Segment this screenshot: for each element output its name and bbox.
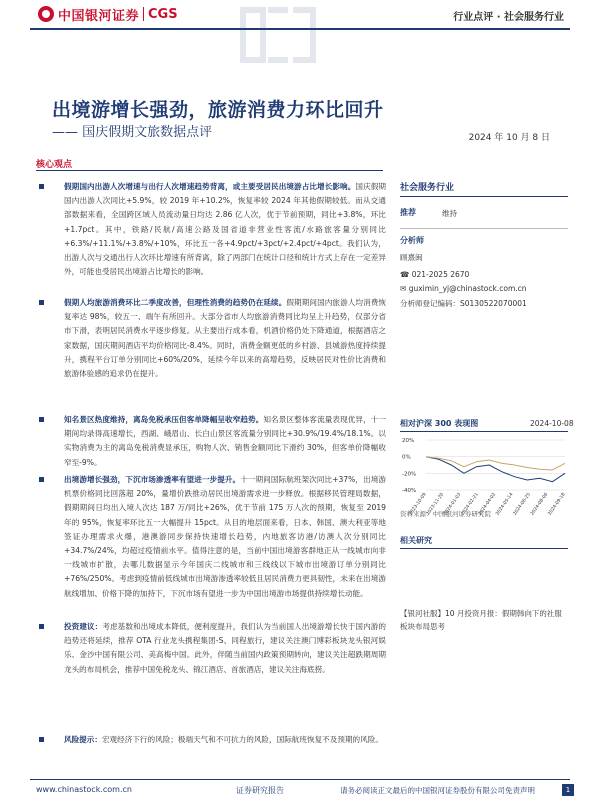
footer-url[interactable]: www.chinastock.com.cn [36, 785, 132, 794]
core-view-label: 核心观点 [36, 160, 73, 170]
relative-performance-chart [400, 434, 570, 520]
bullet-icon [39, 300, 44, 305]
paragraph-body: 假期期间国内旅游人均消费恢复率达 98%，较五一、端午有所回升。大部分省市人均旅游消费同比均呈上升趋势，仅部分省市下滑，表明居民消费水平逐步修复。从主要出行成本看，机酒价格仍处下降通道，根据酒店之家数据，国庆期间酒店平均价格同比-8.4%。同时，消费金额更低的乡村游、县城游热度持续提升，携程平台订单分别同比+60%/20%，延续今年以来的高增趋势，反映居民对性价比消费和旅游体验感的追求仍在提升。 [64, 298, 387, 379]
y-tick-label: -40% [402, 488, 417, 494]
chart-date: 2024-10-08 [530, 419, 574, 428]
chart-source: 资料来源：中国银河证券研究院 [400, 510, 491, 518]
analyst-name: 顾熹闽 [400, 253, 423, 262]
phone-icon: ☎ [400, 270, 410, 279]
paragraph-body: 十一期间国际航班架次同比+37%，出境游机票价格同比回落超 20%，量增价跌推动居民出境游需求进一步释放。根据移民管理局数据，假期期间日均出入境人次达 187 万/同比+26%，优于节前 175 万人次的预期，恢复至 2019 年的 95%，恢复率环比五一大幅提升 15pct。从目的地层面来看，日本、韩国、澳大利亚等地签证办理需求火爆，港澳游同步保持快速增长趋势，内地旅客访港/访澳人次分别同比+34.7%/24%，均超过疫情前水平。值得注意的是，当前中国出境游客群地正从一线城市向非一线城市扩散，去哪儿数据显示今年国庆二线城市和三线线以下城市出境游订单分别同比+76%/250%。考虑到疫情前低线城市出境游渗透率较低且居民消费力更具韧性，未来在出境游航线增加、价格下降的加持下，下沉市场有望进一步为中国出境游市场提供持续增长动能。 [64, 475, 386, 598]
paragraph-body: 考虑基数和出境成本降低，便利度提升，我们认为当前国人出境游增长快于国内游的趋势还将延续，推荐 OTA 行业龙头携程集团-S、同程旅行，建议关注澳门博彩板块龙头银河娱乐、金沙中国有限公司、美高梅中国。此外，伴随当前国内政策预期转向，建议关注超跌期周期龙头的布局机会，推荐中国免税龙头、锦江酒店、首旅酒店，建议关注海底捞。 [64, 622, 386, 674]
rating-label: 推荐 [400, 208, 416, 217]
paragraph-3 [40, 413, 386, 470]
email-address[interactable]: guximin_yj@chinastock.com.cn [408, 284, 527, 293]
bullet-icon [39, 184, 44, 189]
bullet-icon [39, 477, 44, 482]
bullet-icon [39, 737, 44, 742]
report-title: 出境游增长强劲，旅游消费力环比回升 [52, 99, 384, 121]
sidebar-industry: 社会服务行业 [400, 183, 455, 193]
paragraph-body: 国庆假期国内出游人次同比+5.9%，较 2019 年+10.2%，恢复率较 2024 年其他假期较低。而从交通部数据来看，全国跨区域人员流动量日均达 2.86 亿人次，优于节前预期，同比+3.8%，环比+1.7pct。其中，铁路/民航/高速公路及国省道非营业性客流/水路旅客量分别同比+6.3%/+11.1%/+3.8%/+10%，环比五一各+4.9pct/+3pct/+2.4pct/+4pct。我们认为，出游人次与交通出行人次环比增速有所背离，除了两部门在统计口径和统计方式上存在一定差异外，可能也受居民出境游占比增长的影响。 [64, 182, 387, 277]
company-logo [38, 4, 178, 24]
x-tick-label: 2024-08-06 [530, 492, 550, 517]
analyst-label: 分析师 [400, 236, 424, 245]
bullet-icon [39, 417, 44, 422]
y-tick-label: 20% [402, 438, 415, 444]
related-item-link[interactable]: 【银河社服】10 月投资月报：假期韩向下的社服板块布局思考 [400, 609, 562, 631]
related-title: 相关研究 [400, 536, 432, 545]
header-divider [30, 28, 570, 30]
paragraph-1 [40, 180, 386, 279]
cgs-watermark-icon [238, 0, 318, 70]
report-category: 行业点评 · 社会服务行业 [453, 12, 564, 23]
paragraph-lead: 假期国内出游人次增速与出行人次增速趋势背离，或主要受居民出境游占比增长影响。 [64, 182, 356, 191]
paragraph-4 [40, 473, 386, 601]
sidebar-divider [400, 196, 568, 197]
paragraph-body: 宏观经济下行的风险；极端天气和不可抗力的风险，国际航班恢复不及预期的风险。 [101, 735, 383, 744]
report-subtitle: —— 国庆假期文旅数据点评 [52, 125, 213, 140]
x-tick-label: 2024-04-02 [478, 492, 498, 517]
bullet-icon [39, 624, 44, 629]
logo-divider [143, 7, 144, 21]
email-icon: ✉ [400, 284, 407, 293]
email-row[interactable] [400, 284, 527, 293]
x-tick-label: 2023-10-09 [408, 492, 428, 517]
x-tick-label: 2024-09-18 [547, 492, 567, 517]
logo-mark-icon [38, 6, 54, 22]
paragraph-lead: 出境游增长强劲，下沉市场渗透率有望进一步提升。 [64, 475, 241, 484]
y-tick-label: 0% [402, 454, 411, 461]
x-tick-label: 2024-01-03 [443, 492, 463, 517]
paragraph-lead: 投资建议： [64, 622, 103, 631]
rating-value: 维持 [442, 209, 457, 218]
phone-number: 021-2025 2670 [411, 270, 470, 279]
report-date: 2024 年 10 月 8 日 [468, 133, 550, 143]
paragraph-lead: 风险提示： [64, 735, 102, 744]
y-tick-label: -20% [402, 471, 417, 478]
phone-row [400, 270, 469, 279]
footer-disclaimer: 请务必阅读正文最后的中国银河证券股份有限公司免责声明 [340, 786, 535, 795]
x-tick-label: 2024-02-21 [460, 492, 480, 517]
x-tick-label: 2023-11-20 [425, 492, 446, 517]
core-view-divider [36, 170, 383, 171]
x-tick-label: 2024-06-25 [512, 492, 532, 517]
paragraph-lead: 知名景区热度维持，离岛免税承压但客单降幅呈收窄趋势。 [64, 415, 264, 424]
paragraph-body: 知名景区整体客流量表现优异，十一期间均录得高速增长，西湖、峨眉山、长白山景区客流量分别同比+30.9%/19.4%/18.1%。以实物消费为主的离岛免税消费显承压，购物人次、销售金额同比下滑约 30%，但客单价降幅收窄至-9%。 [64, 415, 387, 467]
analyst-cert: 分析师登记编码：S0130522070001 [400, 299, 527, 308]
paragraph-6 [40, 733, 386, 747]
paragraph-2 [40, 296, 386, 381]
paragraph-lead: 假期人均旅游消费环比二季度改善，但理性消费的趋势仍在延续。 [64, 298, 287, 307]
chart-divider [400, 431, 568, 432]
footer-center: 证券研究报告 [236, 786, 284, 795]
sidebar-divider [400, 228, 568, 229]
chart-title: 相对沪深 300 表现图 [400, 419, 479, 428]
logo-cn: 中国银河证券 [58, 8, 140, 24]
footer-divider [30, 779, 570, 780]
page-number: 1 [562, 784, 574, 796]
related-divider [400, 548, 568, 549]
logo-en: CGS [148, 6, 178, 22]
x-tick-label: 2024-05-14 [495, 492, 515, 517]
paragraph-5 [40, 620, 386, 677]
